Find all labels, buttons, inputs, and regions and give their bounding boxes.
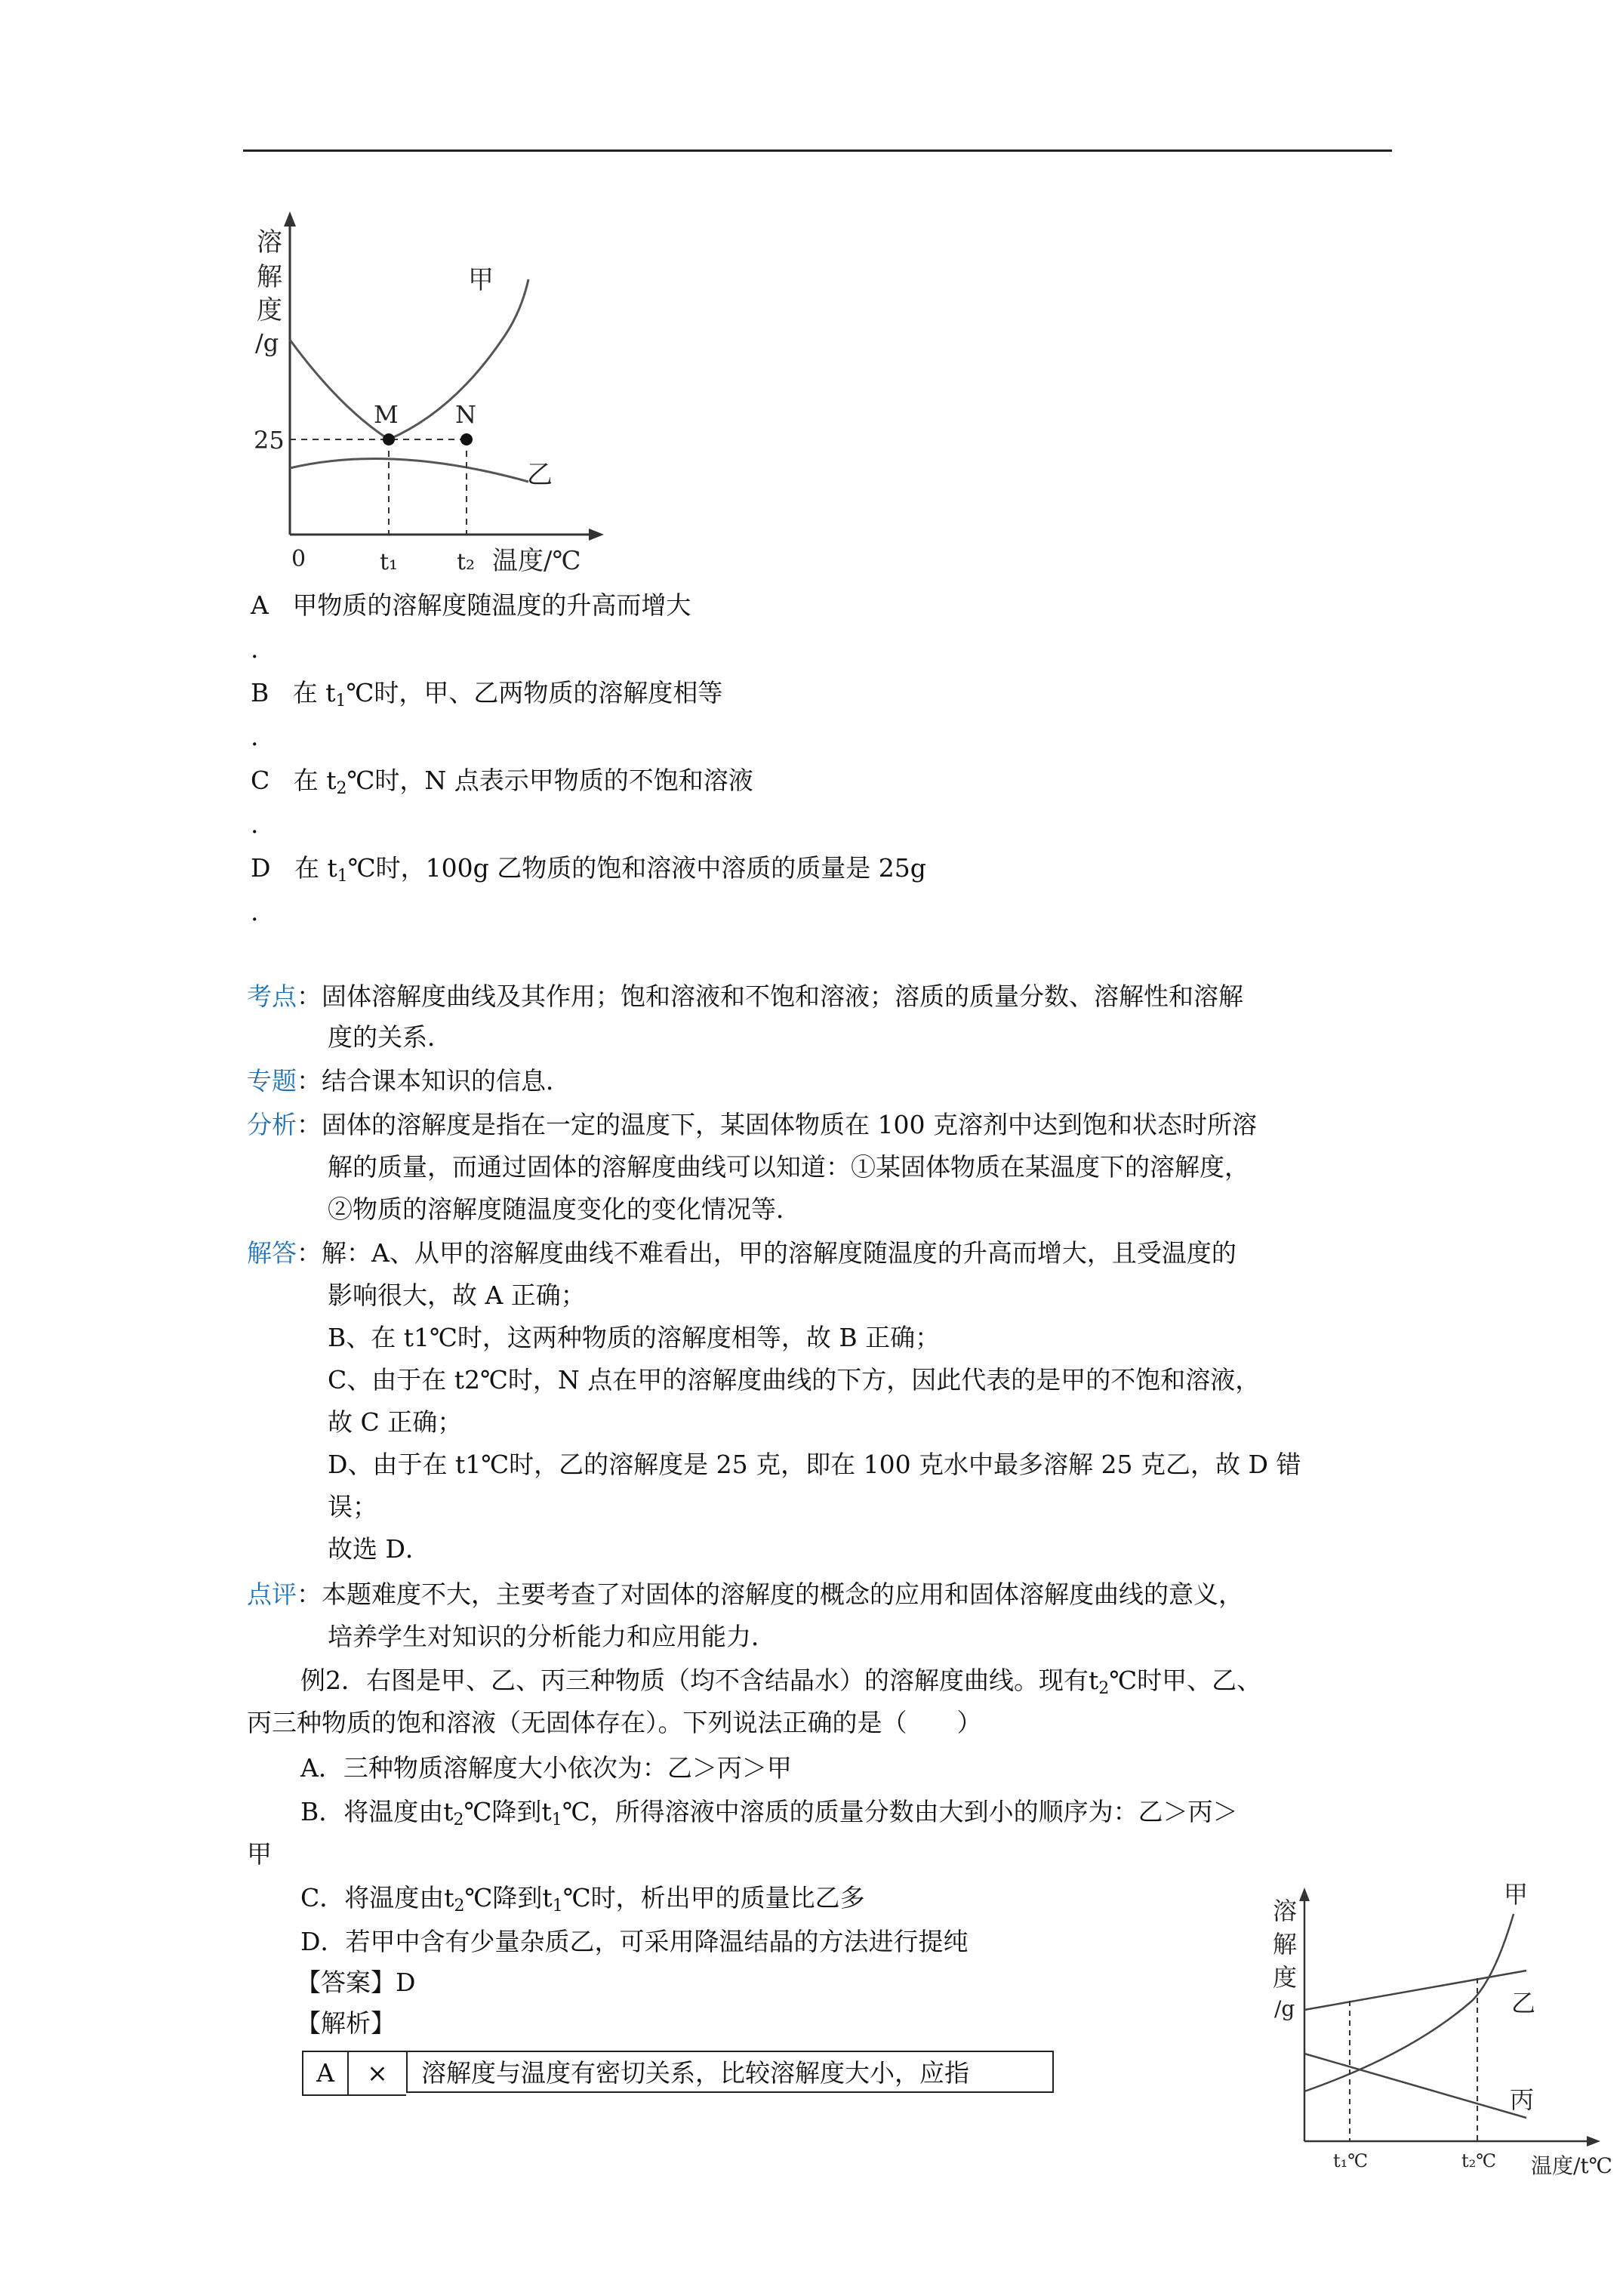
jieda-line-6: D、由于在 t1℃时，乙的溶解度是 25 克，即在 100 克水中最多溶解 25 克乙，故 D 错	[328, 1450, 1301, 1479]
curve-bing	[1304, 2054, 1526, 2118]
x-axis-arrow	[589, 529, 604, 541]
jieda-line-3: B、在 t1℃时，这两种物质的溶解度相等，故 B 正确；	[328, 1323, 941, 1352]
curve-yi-label: 乙	[1511, 1989, 1536, 2017]
jieda-line-5: 故 C 正确；	[328, 1407, 463, 1437]
t1-label: t₁℃	[1333, 2150, 1369, 2171]
y-axis-arrow	[284, 211, 296, 227]
curve-yi	[290, 459, 528, 482]
header-rule	[243, 149, 1392, 152]
jieda-line-2: 影响很大，故 A 正确；	[328, 1281, 586, 1310]
table-cell-mark: ×	[347, 2051, 406, 2096]
point-n-label: N	[455, 400, 476, 429]
dot-b: .	[251, 722, 259, 751]
y-label-3: 度	[257, 295, 282, 325]
y-tick-25: 25	[254, 426, 285, 455]
dianping-line-1: 点评：本题难度不大，主要考查了对固体的溶解度的概念的应用和固体溶解度曲线的意义，	[247, 1579, 1243, 1609]
table-cell-letter: A	[302, 2051, 347, 2096]
option-d: D 在 $t_1℃$时，100g 乙物质的饱和溶液中溶质的质量是 25g	[251, 853, 926, 886]
x-axis-label: 温度/t℃	[1531, 2153, 1613, 2178]
example2-intro-2: 丙三种物质的饱和溶液（无固体存在）。下列说法正确的是（ ）	[247, 1708, 982, 1737]
dot-d: .	[251, 897, 259, 926]
example2-option-b-1: B．将温度由$t_2℃$降到$t_1℃$，所得溶液中溶质的质量分数由大到小的顺序为：乙＞丙＞	[300, 1797, 1238, 1829]
jieda-line-4: C、由于在 t2℃时，N 点在甲的溶解度曲线的下方，因此代表的是甲的不饱和溶液，	[328, 1365, 1261, 1395]
fenxi-line-3: ②物质的溶解度随温度变化的变化情况等．	[328, 1194, 801, 1224]
y-axis-arrow	[1299, 1888, 1310, 1901]
example2-option-b-2: 甲	[247, 1839, 272, 1869]
x-axis-label: 温度/℃	[492, 546, 581, 576]
kaodian-line-1: 考点：固体溶解度曲线及其作用；饱和溶液和不饱和溶液；溶质的质量分数、溶解性和溶解	[247, 982, 1243, 1011]
point-m-label: M	[374, 400, 399, 429]
x-axis-arrow	[1587, 2136, 1600, 2147]
option-c: C 在 $t_2℃$时，N 点表示甲物质的不饱和溶液	[251, 766, 753, 798]
example2-option-d: D．若甲中含有少量杂质乙，可采用降温结晶的方法进行提纯	[300, 1927, 969, 1956]
y-label-3: 度	[1273, 1963, 1298, 1992]
jieda-line-7: 误；	[328, 1492, 377, 1521]
kaodian-line-2: 度的关系．	[328, 1022, 452, 1052]
t2-label: t₂	[457, 549, 476, 575]
y-label-2: 解	[1273, 1930, 1298, 1959]
origin-label: 0	[291, 546, 306, 572]
curve-jia	[1304, 1914, 1514, 2091]
dianping-line-2: 培养学生对知识的分析能力和应用能力．	[328, 1622, 776, 1651]
fenxi-line-1: 分析：固体的溶解度是指在一定的温度下，某固体物质在 100 克溶剂中达到饱和状态时所溶	[247, 1110, 1257, 1139]
example2-option-c: C．将温度由$t_2℃$降到$t_1℃$时，析出甲的质量比乙多	[300, 1883, 865, 1915]
dot-a: .	[251, 634, 259, 664]
table-cell-text: 溶解度与温度有密切关系，比较溶解度大小，应指	[406, 2051, 1054, 2093]
curve-yi	[1304, 1971, 1526, 2010]
example2-jiexi: 【解析】	[296, 2008, 396, 2038]
y-label-4: /g	[1274, 1996, 1295, 2021]
curve-bing-label: 丙	[1510, 2085, 1535, 2114]
fenxi-line-2: 解的质量，而通过固体的溶解度曲线可以知道：①某固体物质在某温度下的溶解度，	[328, 1152, 1249, 1182]
y-label-4: /g	[255, 328, 279, 357]
curve-jia-label: 甲	[1504, 1880, 1529, 1909]
t2-label: t₂℃	[1461, 2150, 1497, 2171]
curve-yi-label: 乙	[527, 460, 553, 490]
y-label-1: 溶	[1273, 1897, 1298, 1925]
solubility-chart-1	[226, 204, 619, 581]
jieda-line-8: 故选 D．	[328, 1534, 430, 1564]
zhuanti-line: 专题：结合课本知识的信息．	[247, 1066, 571, 1096]
t1-label: t₁	[380, 549, 399, 575]
y-label-2: 解	[257, 262, 282, 292]
example2-intro-1: 例2．右图是甲、乙、丙三种物质（均不含结晶水）的溶解度曲线。现有$t_2℃$时甲、乙、	[300, 1666, 1262, 1698]
option-b: B 在 $t_1℃$时，甲、乙两物质的溶解度相等	[251, 678, 723, 710]
curve-jia-label: 甲	[468, 265, 494, 295]
point-m	[383, 433, 395, 445]
example2-option-a: A．三种物质溶解度大小依次为：乙＞丙＞甲	[300, 1753, 792, 1783]
point-n	[460, 433, 473, 445]
y-label-1: 溶	[257, 227, 282, 257]
example2-answer: 【答案】D	[296, 1968, 416, 1997]
solubility-chart-2	[1261, 1872, 1615, 2190]
option-a: A 甲物质的溶解度随温度的升高而增大	[251, 590, 691, 620]
dot-c: .	[251, 809, 259, 839]
jieda-line-1: 解答：解：A、从甲的溶解度曲线不难看出，甲的溶解度随温度的升高而增大，且受温度的	[247, 1238, 1236, 1268]
curve-jia	[290, 279, 528, 439]
